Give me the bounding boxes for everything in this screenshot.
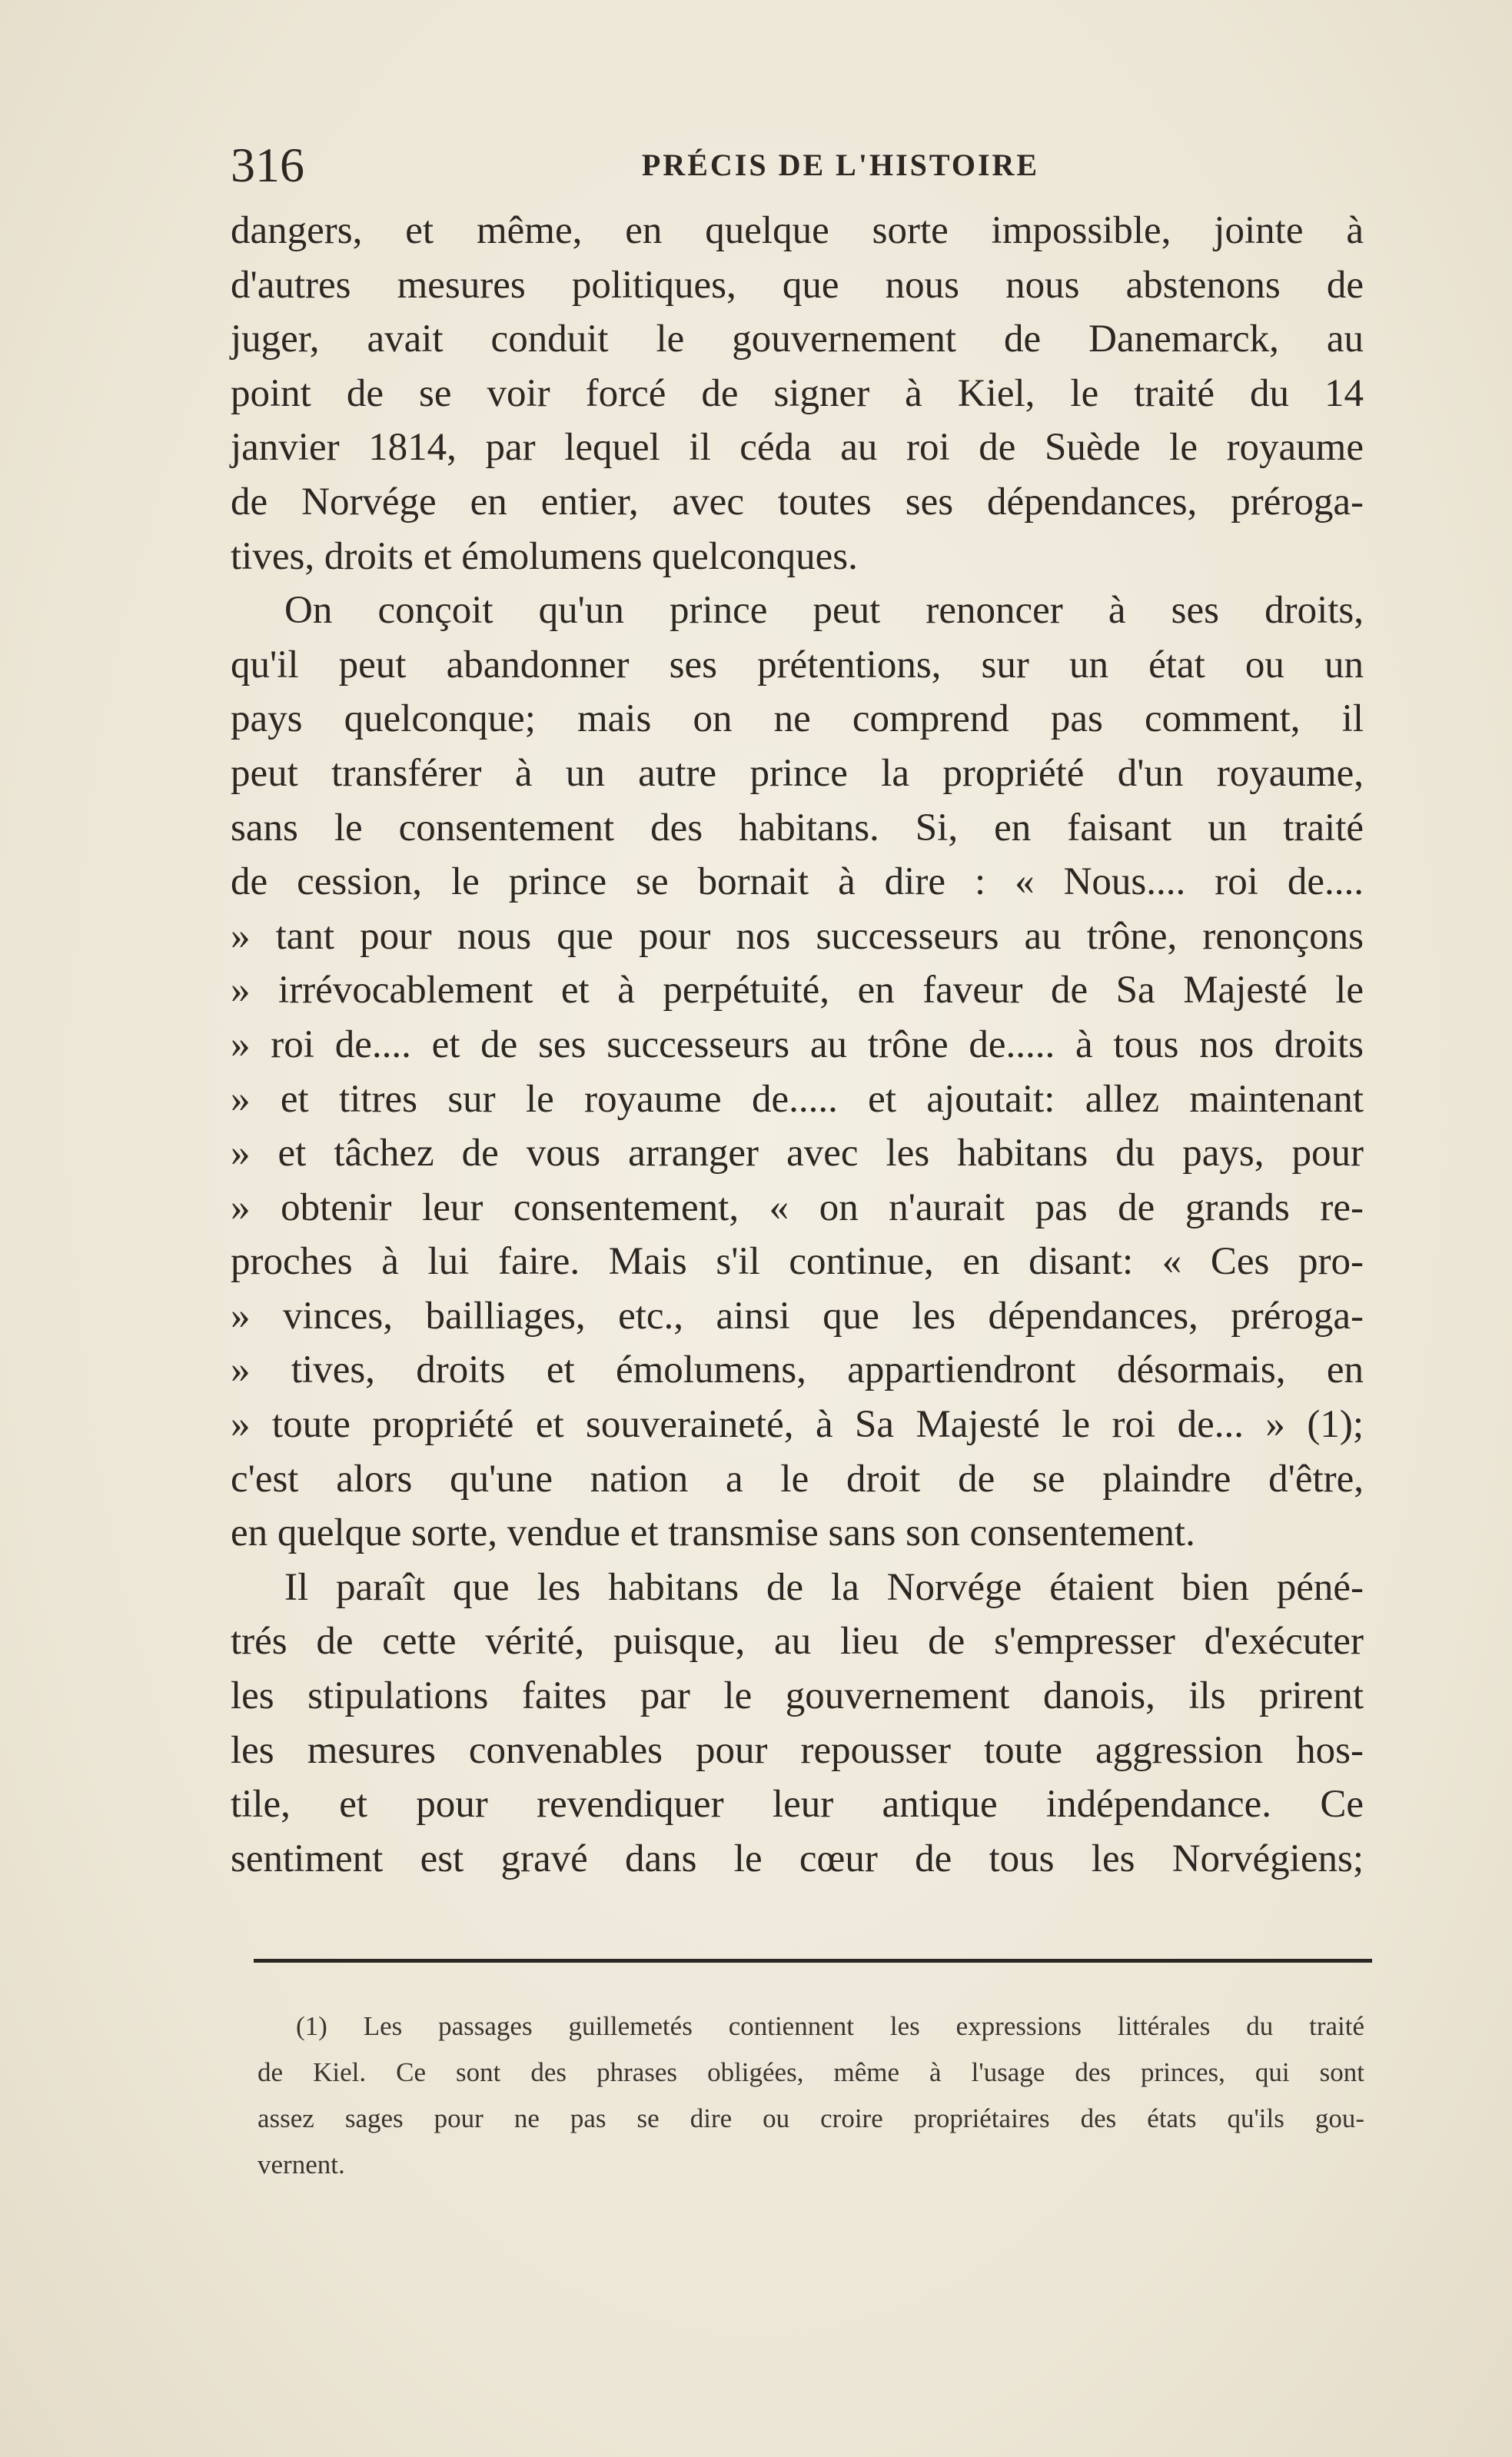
text-line: les stipulations faites par le gouvernement danois, ils prirent bbox=[231, 1674, 1364, 1718]
text-line: d'autres mesures politiques, que nous nous abstenons de bbox=[231, 263, 1364, 307]
text-line: » et titres sur le royaume de..... et ajoutait: allez maintenant bbox=[231, 1077, 1364, 1121]
text-line: janvier 1814, par lequel il céda au roi de Suède le royaume bbox=[231, 426, 1364, 470]
text-line: en quelque sorte, vendue et transmise sans son consentement. bbox=[231, 1511, 1195, 1555]
page-number: 316 bbox=[231, 138, 304, 192]
body-text bbox=[231, 204, 1364, 1886]
text-line: » tives, droits et émolumens, appartiendront désormais, en bbox=[231, 1348, 1364, 1392]
text-line: tives, droits et émolumens quelconques. bbox=[231, 534, 858, 578]
footnote-rule bbox=[254, 1959, 1372, 1963]
text-line: point de se voir forcé de signer à Kiel, le traité du 14 bbox=[231, 371, 1364, 415]
text-line: de cession, le prince se bornait à dire : « Nous.... roi de.... bbox=[231, 860, 1364, 904]
text-line: juger, avait conduit le gouvernement de Danemarck, au bbox=[231, 318, 1364, 361]
running-head bbox=[231, 131, 1351, 200]
running-title: PRÉCIS DE L'HISTOIRE bbox=[641, 148, 1040, 182]
text-line: sentiment est gravé dans le cœur de tous les Norvégiens; bbox=[231, 1837, 1364, 1880]
text-line: qu'il peut abandonner ses prétentions, sur un état ou un bbox=[231, 643, 1364, 687]
text-line: » tant pour nous que pour nos successeurs au trône, renonçons bbox=[231, 914, 1364, 958]
text-line: proches à lui faire. Mais s'il continue, en disant: « Ces pro- bbox=[231, 1240, 1364, 1284]
text-line: tile, et pour revendiquer leur antique indépendance. Ce bbox=[231, 1783, 1364, 1827]
footnote-line: (1) Les passages guillemetés contiennent les expressions littérales du traité bbox=[296, 2011, 1364, 2041]
text-line: » toute propriété et souveraineté, à Sa Majesté le roi de... » (1); bbox=[231, 1403, 1364, 1447]
text-line: » roi de.... et de ses successeurs au trône de..... à tous nos droits bbox=[231, 1022, 1364, 1066]
text-line: Il paraît que les habitans de la Norvége étaient bien péné- bbox=[284, 1565, 1364, 1609]
footnote-line: de Kiel. Ce sont des phrases obligées, même à l'usage des princes, qui sont bbox=[258, 2057, 1364, 2087]
text-line: c'est alors qu'une nation a le droit de se plaindre d'être, bbox=[231, 1457, 1364, 1501]
text-line: peut transférer à un autre prince la propriété d'un royaume, bbox=[231, 751, 1364, 795]
text-line: » obtenir leur consentement, « on n'aurait pas de grands re- bbox=[231, 1185, 1364, 1229]
text-line: trés de cette vérité, puisque, au lieu de s'empresser d'exécuter bbox=[231, 1620, 1364, 1664]
text-line: sans le consentement des habitans. Si, en faisant un traité bbox=[231, 806, 1364, 849]
text-line: dangers, et même, en quelque sorte impossible, jointe à bbox=[231, 209, 1364, 252]
footnote-line: vernent. bbox=[258, 2149, 345, 2179]
text-line: » irrévocablement et à perpétuité, en faveur de Sa Majesté le bbox=[231, 969, 1364, 1012]
footnote-line: assez sages pour ne pas se dire ou croire propriétaires des états qu'ils gou- bbox=[258, 2103, 1364, 2133]
text-line: de Norvége en entier, avec toutes ses dépendances, préroga- bbox=[231, 480, 1364, 524]
text-line: les mesures convenables pour repousser toute aggression hos- bbox=[231, 1728, 1364, 1772]
text-line: » et tâchez de vous arranger avec les habitans du pays, pour bbox=[231, 1132, 1364, 1175]
text-line: pays quelconque; mais on ne comprend pas comment, il bbox=[231, 697, 1364, 741]
footnote bbox=[258, 2003, 1364, 2188]
text-line: On conçoit qu'un prince peut renoncer à ses droits, bbox=[284, 589, 1364, 633]
text-line: » vinces, bailliages, etc., ainsi que les dépendances, préroga- bbox=[231, 1294, 1364, 1338]
